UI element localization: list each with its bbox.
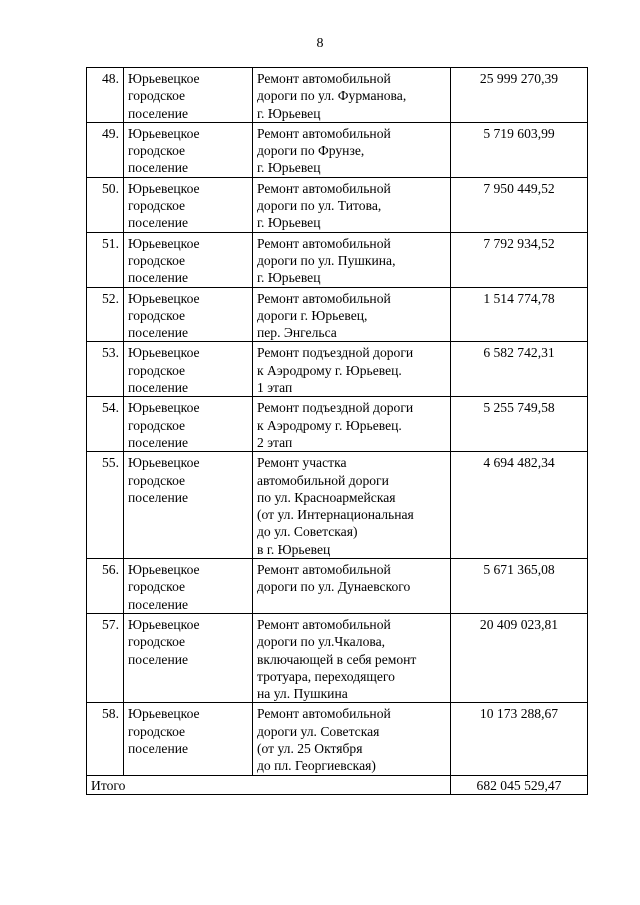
description-cell-line: Ремонт автомобильной xyxy=(257,706,391,722)
municipality-cell-line: поселение xyxy=(128,489,189,505)
municipality-cell-line: Юрьевецкое xyxy=(128,616,200,632)
row-number: 49. xyxy=(87,122,124,177)
total-amount: 682 045 529,47 xyxy=(451,775,588,794)
amount-cell: 5 255 749,58 xyxy=(451,397,588,452)
municipality-cell-line: поселение xyxy=(128,160,189,176)
description-cell-line: (от ул. 25 Октября xyxy=(257,740,363,756)
description-cell-line: до пл. Георгиевская) xyxy=(257,758,376,774)
description-cell-line: дороги по ул.Чкалова, xyxy=(257,634,386,650)
municipality-cell xyxy=(124,177,253,232)
total-row xyxy=(87,775,588,794)
description-cell xyxy=(253,287,451,342)
municipality-cell-line: городское xyxy=(128,307,186,323)
municipality-cell xyxy=(124,287,253,342)
municipality-cell-line: поселение xyxy=(128,651,189,667)
table-row xyxy=(87,177,588,232)
description-cell-line: включающей в себя ремонт xyxy=(257,651,417,667)
description-cell xyxy=(253,232,451,287)
description-cell-line: автомобильной дороги xyxy=(257,472,389,488)
row-number: 50. xyxy=(87,177,124,232)
municipality-cell-line: поселение xyxy=(128,740,189,756)
row-number: 55. xyxy=(87,452,124,559)
description-cell-line: 2 этап xyxy=(257,434,293,450)
amount-cell: 7 950 449,52 xyxy=(451,177,588,232)
description-cell-line: к Аэродрому г. Юрьевец. xyxy=(257,417,402,433)
table-row xyxy=(87,397,588,452)
description-cell-line: Ремонт автомобильной xyxy=(257,125,391,141)
municipality-cell xyxy=(124,452,253,559)
amount-cell: 6 582 742,31 xyxy=(451,342,588,397)
table-row xyxy=(87,452,588,559)
description-cell-line: Ремонт автомобильной xyxy=(257,616,391,632)
description-cell-line: по ул. Красноармейская xyxy=(257,489,396,505)
table-row xyxy=(87,342,588,397)
amount-cell: 5 671 365,08 xyxy=(451,559,588,614)
amount-cell: 5 719 603,99 xyxy=(451,122,588,177)
description-cell-line: г. Юрьевец xyxy=(257,270,321,286)
description-cell-line: дороги г. Юрьевец, xyxy=(257,307,368,323)
description-cell-line: дороги по ул. Пушкина, xyxy=(257,252,396,268)
municipality-cell-line: городское xyxy=(128,634,186,650)
table-row xyxy=(87,703,588,775)
amount-cell: 25 999 270,39 xyxy=(451,68,588,123)
amount-cell: 20 409 023,81 xyxy=(451,613,588,702)
municipality-cell-line: Юрьевецкое xyxy=(128,400,200,416)
municipality-cell-line: Юрьевецкое xyxy=(128,562,200,578)
table-body xyxy=(87,68,588,795)
description-cell-line: Ремонт автомобильной xyxy=(257,180,391,196)
municipality-cell-line: Юрьевецкое xyxy=(128,235,200,251)
municipality-cell-line: городское xyxy=(128,198,186,214)
description-cell-line: пер. Энгельса xyxy=(257,325,337,341)
total-label: Итого xyxy=(87,775,451,794)
description-cell-line: (от ул. Интернациональная xyxy=(257,507,414,523)
municipality-cell-line: поселение xyxy=(128,325,189,341)
description-cell xyxy=(253,559,451,614)
description-cell xyxy=(253,452,451,559)
municipality-cell xyxy=(124,122,253,177)
municipality-cell-line: городское xyxy=(128,723,186,739)
municipality-cell-line: поселение xyxy=(128,270,189,286)
description-cell-line: Ремонт автомобильной xyxy=(257,290,391,306)
description-cell-line: Ремонт участка xyxy=(257,455,347,471)
municipality-cell-line: городское xyxy=(128,252,186,268)
description-cell xyxy=(253,703,451,775)
amount-cell: 4 694 482,34 xyxy=(451,452,588,559)
municipality-cell-line: Юрьевецкое xyxy=(128,71,200,86)
municipality-cell-line: поселение xyxy=(128,380,189,396)
description-cell-line: дороги по ул. Фурманова, xyxy=(257,88,407,104)
description-cell xyxy=(253,397,451,452)
municipality-cell-line: городское xyxy=(128,362,186,378)
description-cell-line: дороги ул. Советская xyxy=(257,723,380,739)
municipality-cell xyxy=(124,342,253,397)
description-cell xyxy=(253,122,451,177)
page-number: 8 xyxy=(316,36,324,51)
row-number: 51. xyxy=(87,232,124,287)
amount-cell: 1 514 774,78 xyxy=(451,287,588,342)
municipality-cell xyxy=(124,397,253,452)
description-cell-line: дороги по ул. Титова, xyxy=(257,198,382,214)
table-row xyxy=(87,122,588,177)
description-cell-line: Ремонт автомобильной xyxy=(257,71,391,86)
table-row xyxy=(87,613,588,702)
municipality-cell-line: городское xyxy=(128,88,186,104)
description-cell-line: 1 этап xyxy=(257,380,293,396)
municipality-cell xyxy=(124,559,253,614)
row-number: 58. xyxy=(87,703,124,775)
municipality-cell-line: городское xyxy=(128,417,186,433)
municipality-cell-line: поселение xyxy=(128,434,189,450)
municipality-cell-line: городское xyxy=(128,579,186,595)
description-cell xyxy=(253,68,451,123)
description-cell-line: до ул. Советская) xyxy=(257,524,358,540)
municipality-cell-line: городское xyxy=(128,472,186,488)
municipality-cell-line: Юрьевецкое xyxy=(128,345,200,361)
municipality-cell-line: поселение xyxy=(128,596,189,612)
row-number: 57. xyxy=(87,613,124,702)
table-row xyxy=(87,68,588,123)
description-cell-line: Ремонт автомобильной xyxy=(257,562,391,578)
row-number: 48. xyxy=(87,68,124,123)
municipality-cell-line: Юрьевецкое xyxy=(128,180,200,196)
description-cell-line: на ул. Пушкина xyxy=(257,686,348,702)
description-cell-line: к Аэродрому г. Юрьевец. xyxy=(257,362,402,378)
description-cell-line: Ремонт автомобильной xyxy=(257,235,391,251)
table-row xyxy=(87,232,588,287)
municipality-cell xyxy=(124,68,253,123)
description-cell-line: тротуара, переходящего xyxy=(257,668,395,684)
municipality-cell-line: Юрьевецкое xyxy=(128,706,200,722)
row-number: 54. xyxy=(87,397,124,452)
row-number: 53. xyxy=(87,342,124,397)
budget-table xyxy=(86,67,588,795)
amount-cell: 10 173 288,67 xyxy=(451,703,588,775)
table-row xyxy=(87,559,588,614)
municipality-cell-line: Юрьевецкое xyxy=(128,455,200,471)
description-cell-line: Ремонт подъездной дороги xyxy=(257,345,414,361)
description-cell xyxy=(253,342,451,397)
municipality-cell xyxy=(124,232,253,287)
description-cell-line: Ремонт подъездной дороги xyxy=(257,400,414,416)
row-number: 52. xyxy=(87,287,124,342)
description-cell-line: г. Юрьевец xyxy=(257,160,321,176)
description-cell-line: дороги по Фрунзе, xyxy=(257,143,365,159)
municipality-cell-line: Юрьевецкое xyxy=(128,125,200,141)
description-cell-line: г. Юрьевец xyxy=(257,215,321,231)
description-cell-line: г. Юрьевец xyxy=(257,105,321,121)
amount-cell: 7 792 934,52 xyxy=(451,232,588,287)
table-row xyxy=(87,287,588,342)
municipality-cell-line: городское xyxy=(128,143,186,159)
description-cell-line: в г. Юрьевец xyxy=(257,541,331,557)
municipality-cell-line: поселение xyxy=(128,215,189,231)
row-number: 56. xyxy=(87,559,124,614)
municipality-cell-line: Юрьевецкое xyxy=(128,290,200,306)
description-cell-line: дороги по ул. Дунаевского xyxy=(257,579,411,595)
municipality-cell xyxy=(124,613,253,702)
municipality-cell-line: поселение xyxy=(128,105,189,121)
description-cell xyxy=(253,613,451,702)
municipality-cell xyxy=(124,703,253,775)
description-cell xyxy=(253,177,451,232)
